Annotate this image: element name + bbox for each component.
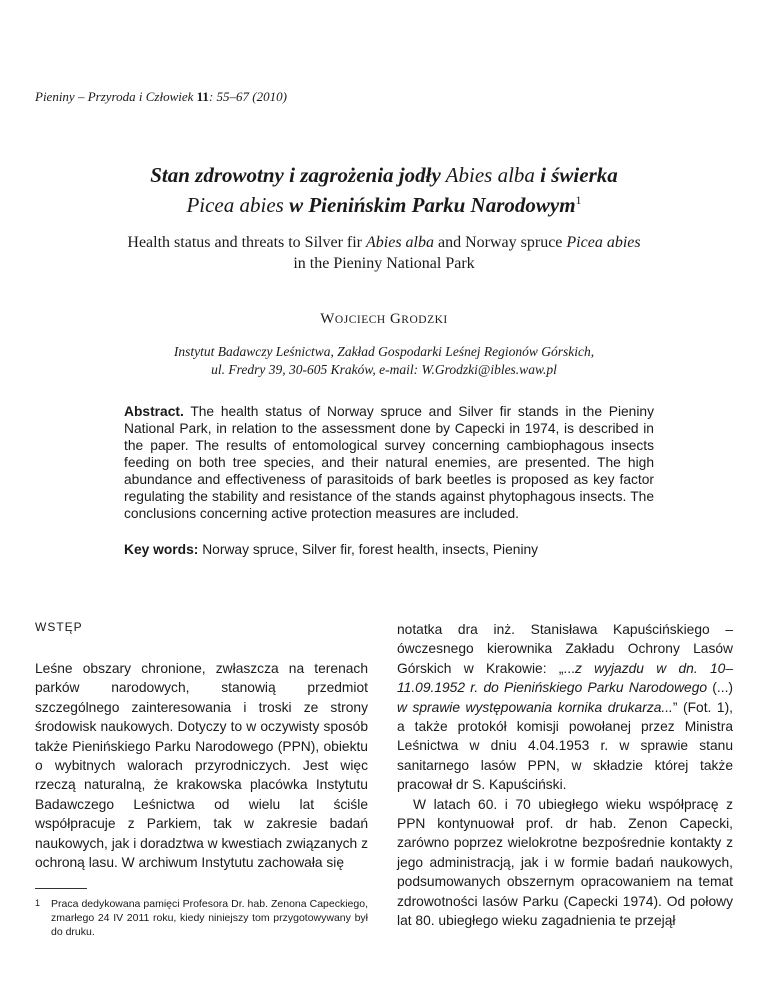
title-latin-2: Picea abies — [186, 193, 284, 217]
body-paragraph: Leśne obszary chronione, zwłaszcza na terenach parków narodowych, stanowią przedmiot szczególnego zainteresowania i troski ze strony środowisk naukowych. Dotyczy to w oczywisty sposób także Pienińskiego Parku Narodowego (PPN), obiektu o wybitnych walorach przyrodniczych. Jest więc rzeczą naturalną, że krakowska placówka Instytutu Badawczego Leśnictwa od wielu lat ściśle współpracuje z Parkiem, tak w zakresie badań naukowych, jak i doradztwa w kwestiach związanych z ochroną lasu. W archiwum Instytutu zachowała się — [35, 661, 368, 871]
paragraph-text: ” (Fot. 1), a także protokół komisji powołanej przez Ministra Leśnictwa w dniu 4.04.1953 r. w sprawie stanu sanitarnego lasów PPN, w składzie której także pracował dr S. Kapuściński. — [397, 699, 733, 793]
left-column — [35, 620, 368, 939]
right-column — [397, 620, 733, 931]
quote-text: z wyjazdu w dn. 10–11.09.1952 r. do Pienińskiego Parku Narodowego — [397, 660, 733, 696]
title-latin-1: Abies alba — [445, 163, 535, 187]
section-heading-initial: W — [35, 620, 48, 634]
author-first-rest: OJCIECH — [334, 314, 386, 326]
page-range: : 55–67 (2010) — [208, 89, 287, 104]
paragraph-text: (...) — [707, 680, 734, 696]
author-last-rest: RODZKI — [401, 314, 448, 326]
keywords — [124, 542, 664, 557]
title-part-1: Stan zdrowotny i zagrożenia jodły — [150, 163, 441, 187]
subtitle-latin-1: Abies alba — [366, 234, 434, 251]
author-last-initial: G — [389, 311, 402, 327]
abstract-label: Abstract. — [124, 404, 184, 419]
keywords-text: Norway spruce, Silver fir, forest health, insects, Pieniny — [202, 542, 539, 557]
author-name — [0, 311, 768, 328]
author-first-initial: W — [320, 311, 335, 327]
title-part-3: w Pienińskim Parku Narodowym — [289, 193, 576, 217]
footnote-rule — [35, 888, 87, 889]
affiliation-line-1: Instytut Badawczy Leśnictwa, Zakład Gospodarki Leśnej Regionów Górskich, — [173, 344, 595, 359]
paper-title — [0, 163, 768, 218]
section-heading-rest: STĘP — [47, 620, 83, 634]
journal-name: Pieniny – Przyroda i Człowiek — [35, 89, 194, 104]
title-part-2: i świerka — [540, 163, 618, 187]
keywords-label: Key words: — [124, 542, 199, 557]
subtitle-part-1: Health status and threats to Silver fir — [127, 234, 362, 251]
footnote — [35, 897, 368, 939]
body-paragraph: W latach 60. i 70 ubiegłego wieku współpracę z PPN kontynuował prof. dr hab. Zenon Capecki, zarówno poprzez wielokrotne bezpośrednie kontakty z jego administracją, jak i w formie badań naukowych, podsumowanych obszernym opracowaniem na temat zdrowotności lasów Parku (Capecki 1974). Od połowy lat 80. ubiegłego wieku zagadnienia te przejął — [397, 796, 733, 929]
section-heading — [35, 620, 368, 634]
subtitle-part-2: and Norway spruce — [438, 234, 563, 251]
volume-number: 11 — [196, 89, 209, 104]
footnote-mark: 1 — [35, 898, 41, 909]
footnote-text: Praca dedykowana pamięci Profesora Dr. hab. Zenona Capeckiego, zmarłego 24 IV 2011 roku, kiedy niniejszy tom przygotowywany był do druku. — [51, 898, 368, 939]
subtitle-latin-2: Picea abies — [566, 234, 641, 251]
body-paragraph — [397, 620, 733, 795]
abstract — [124, 403, 654, 522]
affiliation-line-2: ul. Fredry 39, 30-605 Kraków, e-mail: W.Grodzki@ibles.waw.pl — [211, 362, 557, 377]
abstract-text: The health status of Norway spruce and Silver fir stands in the Pieniny National Park, in relation to the assessment done by Capecki in 1974, is described in the paper. The results of entomological survey concerning cambiophagous insects feeding on both tree species, and their natural enemies, are presented. The high abundance and effectiveness of parasitoids of bark beetles is proposed as key factor regulating the stability and resistance of the stands against phytophagous insects. The conclusions concerning active protection measures are included. — [124, 404, 654, 521]
english-title — [60, 232, 708, 274]
quote-text: w sprawie występowania kornika drukarza... — [397, 699, 673, 715]
affiliation — [60, 343, 708, 379]
title-footnote-mark: 1 — [575, 193, 582, 207]
running-head — [35, 89, 287, 105]
subtitle-line-2: in the Pieniny National Park — [293, 255, 475, 272]
paragraph-text: notatka dra inż. Stanisława Kapuścińskiego – ówczesnego kierownika Zakładu Ochrony Lasów Górskich w Krakowie: „... — [397, 622, 733, 676]
